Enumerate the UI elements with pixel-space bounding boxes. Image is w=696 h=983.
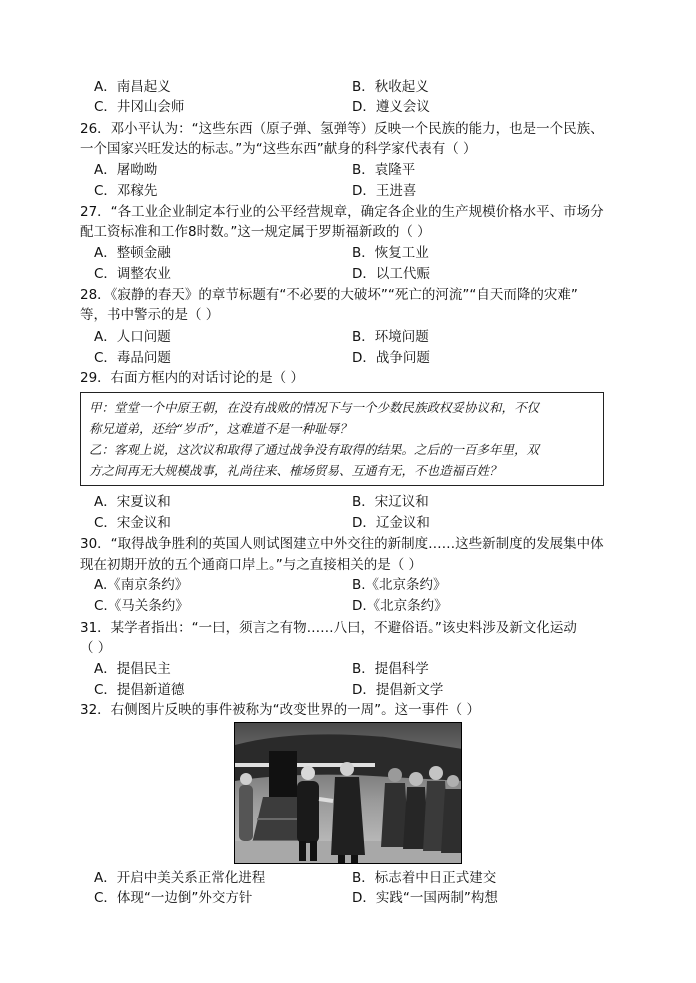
q27-option-b: B．恢复工业 — [352, 245, 429, 261]
q25-option-c: C．井冈山会师 — [94, 99, 185, 115]
q31-option-b: B．提倡科学 — [352, 661, 429, 677]
dialog-line: 乙：客观上说，这次议和取得了通过战争没有取得的结果。之后的一百多年里，双 — [89, 442, 540, 457]
q30-stem-line1: 30．“取得战争胜利的英国人则试图建立中外交往的新制度……这些新制度的发展集中体 — [80, 536, 604, 552]
q32-option-a: A．开启中美关系正常化进程 — [94, 870, 266, 886]
q26-option-a: A．屠呦呦 — [94, 162, 158, 178]
q32-option-b: B．标志着中日正式建交 — [352, 870, 497, 886]
q27-stem-line1: 27．“各工业企业制定本行业的公平经营规章，确定各企业的生产规模价格水平、市场分 — [80, 204, 604, 220]
q29-stem: 29．右面方框内的对话讨论的是（ ） — [80, 370, 304, 386]
q31-stem-line1: 31．某学者指出：“一曰，须言之有物……八曰，不避俗语。”该史料涉及新文化运动 — [80, 620, 577, 636]
q31-option-a: A．提倡民主 — [94, 661, 171, 677]
q32-option-d: D．实践“一国两制”构想 — [352, 890, 498, 906]
historical-photo — [234, 722, 462, 864]
q25-option-b: B．秋收起义 — [352, 79, 429, 95]
q29-option-b: B．宋辽议和 — [352, 494, 429, 510]
dialog-line: 方之间再无大规模战事，礼尚往来、榷场贸易、互通有无，不也造福百姓？ — [89, 463, 502, 478]
q28-stem-line2: 等，书中警示的是（ ） — [80, 307, 220, 323]
q31-stem-line2: （ ） — [80, 640, 112, 656]
q32-option-c: C．体现“一边倒”外交方针 — [94, 890, 253, 906]
q32-stem: 32．右侧图片反映的事件被称为“改变世界的一周”。这一事件（ ） — [80, 702, 480, 718]
photo-illustration — [235, 723, 462, 864]
q26-stem-line2: 一个国家兴旺发达的标志。”为“这些东西”献身的科学家代表有（ ） — [80, 141, 477, 157]
q30-option-c: C.《马关条约》 — [94, 598, 189, 614]
q29-option-c: C．宋金议和 — [94, 515, 171, 531]
q31-option-d: D．提倡新文学 — [352, 682, 444, 698]
q27-stem-line2: 配工资标准和工作8时数。”这一规定属于罗斯福新政的（ ） — [80, 224, 431, 240]
q27-option-a: A．整顿金融 — [94, 245, 171, 261]
q29-option-a: A．宋夏议和 — [94, 494, 171, 510]
q26-stem-line1: 26．邓小平认为：“这些东西（原子弹、氢弹等）反映一个民族的能力，也是一个民族、 — [80, 121, 604, 137]
q26-option-c: C．邓稼先 — [94, 183, 158, 199]
q28-option-c: C．毒品问题 — [94, 350, 171, 366]
q29-option-d: D．辽金议和 — [352, 515, 430, 531]
q28-stem-line1: 28．《寂静的春天》的章节标题有“不必要的大破坏”“死亡的河流”“自天而降的灾难” — [80, 287, 578, 303]
q26-option-d: D．王进喜 — [352, 183, 417, 199]
q28-option-b: B．环境问题 — [352, 329, 429, 345]
dialog-line: 称兄道弟，还给“岁币”，这难道不是一种耻辱？ — [89, 421, 352, 436]
q30-option-b: B.《北京条约》 — [352, 577, 447, 593]
q31-option-c: C．提倡新道德 — [94, 682, 185, 698]
q25-option-d: D．遵义会议 — [352, 99, 430, 115]
q30-option-d: D.《北京条约》 — [352, 598, 448, 614]
q30-option-a: A.《南京条约》 — [94, 577, 189, 593]
q30-stem-line2: 现在初期开放的五个通商口岸上。”与之直接相关的是（ ） — [80, 557, 423, 573]
q29-dialog-box — [80, 392, 604, 486]
q27-option-d: D．以工代赈 — [352, 266, 430, 282]
q28-option-a: A．人口问题 — [94, 329, 171, 345]
dialog-line: 甲：堂堂一个中原王朝，在没有战败的情况下与一个少数民族政权妥协议和，不仅 — [89, 400, 540, 415]
q26-option-b: B．袁隆平 — [352, 162, 416, 178]
q28-option-d: D．战争问题 — [352, 350, 430, 366]
q27-option-c: C．调整农业 — [94, 266, 171, 282]
q25-option-a: A．南昌起义 — [94, 79, 171, 95]
